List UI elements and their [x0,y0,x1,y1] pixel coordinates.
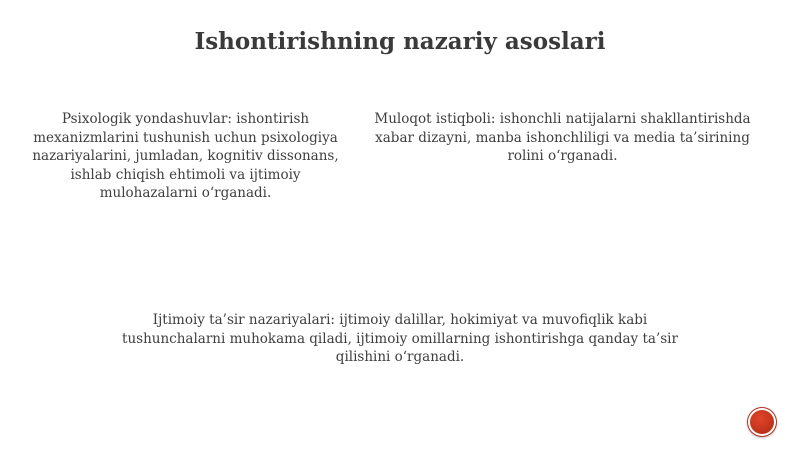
circle-nav-icon [750,410,774,434]
text-block-psychology: Psixologik yondashuvlar: ishontirish mexanizmlarini tushunish uchun psixologiya nazariyalarini, jumladan, kognitiv dissonans, ishlab chiqish ehtimoli va ijtimoiy mulohazalarni o‘rganadi. [32,111,339,201]
text-block-social-influence: Ijtimoiy ta’sir nazariyalari: ijtimoiy dalillar, hokimiyat va muvofiqlik kabi tushunchalarni muhokama qiladi, ijtimoiy omillarning ishontirishga qanday ta’sir qilishini o‘rganadi. [122,312,678,365]
slide-nav-button[interactable] [747,407,777,437]
slide-title: Ishontirishning nazariy asoslari [194,28,606,55]
text-block-communication: Muloqot istiqboli: ishonchli natijalarni shakllantirishda xabar dizayni, manba ishonchliligi va media ta’sirining rolini o‘rganadi. [374,111,751,164]
